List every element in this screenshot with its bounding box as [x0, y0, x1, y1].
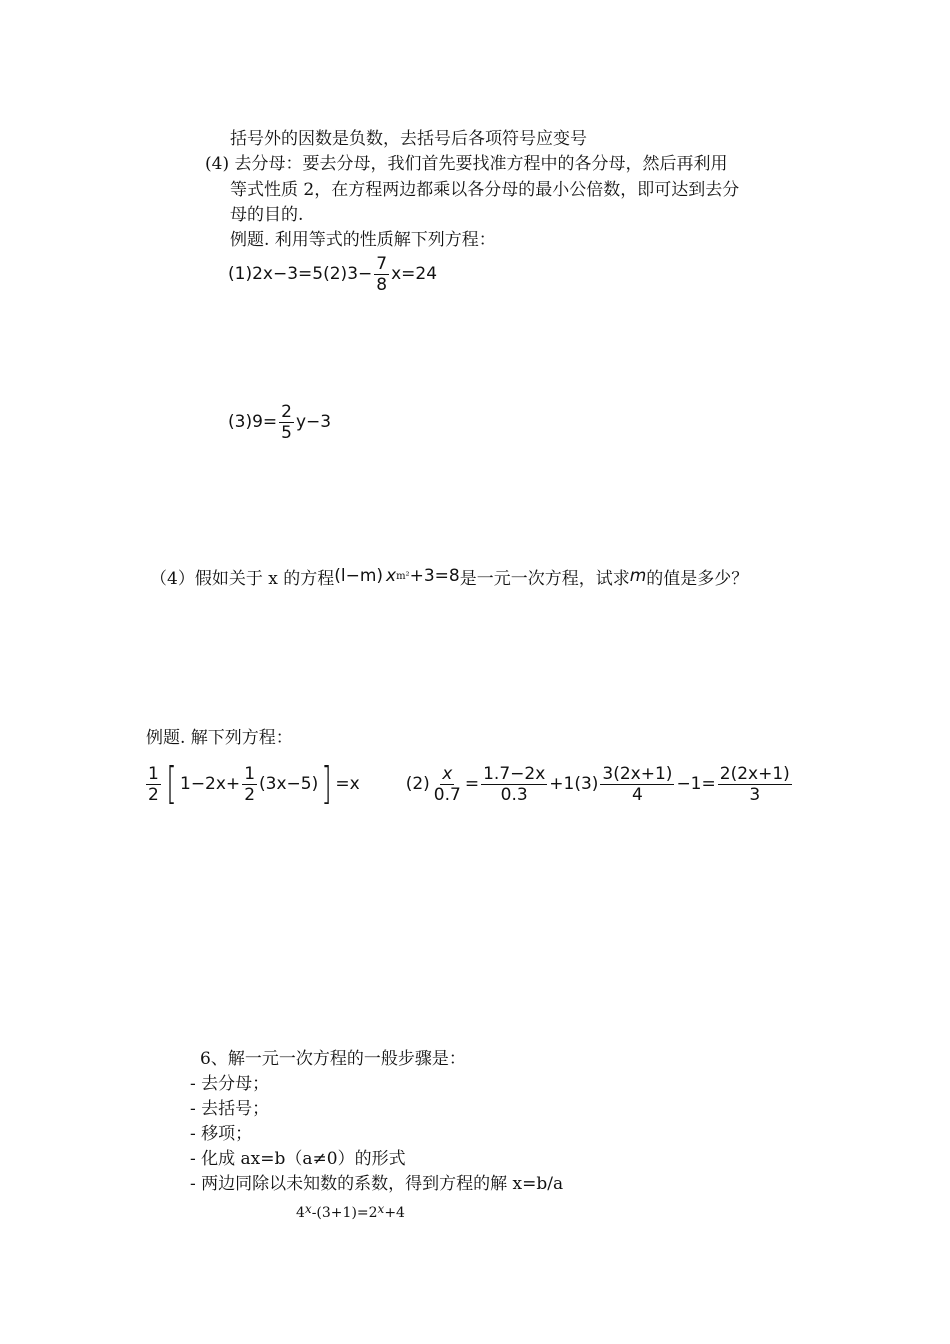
r1-denominator-2: 2 — [244, 784, 256, 805]
r2-numerator-2: 1.7−2x — [483, 763, 546, 784]
eq1-label: (1) — [228, 264, 253, 284]
q4-end: 的值是多少？ — [646, 568, 749, 589]
step-1: - 去分母； — [190, 1074, 270, 1094]
r3-denominator-2: 3 — [749, 784, 761, 805]
text-line-3: 等式性质 2，在方程两边都乘以各分母的最小公倍数，即可达到去分 — [230, 180, 740, 200]
final-a: 4 — [296, 1205, 305, 1221]
r3-denominator-1: 4 — [632, 784, 643, 805]
eq2-label: (2) — [323, 264, 348, 284]
r1-numerator-2: 1 — [244, 763, 256, 784]
r1-inner-a: 1−2x+ — [180, 774, 241, 794]
eq3-denominator: 5 — [281, 422, 292, 443]
step-5: - 两边同除以未知数的系数，得到方程的解 x=b/a — [190, 1174, 564, 1194]
r3-label: (3) — [574, 774, 599, 794]
r2-denominator-1: 0.7 — [433, 784, 461, 805]
right-bracket: ] — [321, 758, 332, 809]
r2-fraction-1 — [432, 765, 463, 804]
r1-fraction-2 — [242, 765, 257, 804]
text-line-1: 括号外的因数是负数，去括号后各项符号应变号 — [230, 129, 587, 149]
q4-m: m — [629, 566, 647, 586]
eq1: 2x−3=5 — [252, 264, 324, 284]
r1-end: =x — [335, 774, 360, 794]
r2-denominator-2: 0.3 — [500, 784, 528, 805]
eq2-fraction — [374, 255, 389, 294]
eq3-part-b: y−3 — [295, 412, 332, 432]
eq2-denominator: 8 — [376, 274, 388, 295]
r3-numerator-2: 2(2x+1) — [719, 763, 790, 784]
final-x1: x — [304, 1202, 312, 1216]
r3-numerator-1: 3(2x+1) — [602, 763, 673, 784]
r2-equals: = — [464, 774, 480, 794]
example-heading-1: 例题. 利用等式的性质解下列方程： — [230, 230, 496, 250]
r2-end: +1 — [549, 774, 575, 794]
example-heading-2: 例题. 解下列方程： — [146, 728, 293, 748]
step-3: - 移项； — [190, 1124, 253, 1144]
question-4 — [150, 562, 748, 590]
equation-1-2 — [228, 252, 437, 296]
q4-mid: 是一元一次方程，试求 — [459, 568, 630, 589]
q4-exponent: m² — [396, 570, 410, 582]
q4-variable: x — [386, 566, 397, 586]
r3-fraction-1 — [600, 765, 674, 804]
q4-prefix: （4）假如关于 x 的方程 — [150, 568, 335, 589]
r1-inner-b: (3x−5) — [259, 774, 319, 794]
eq3-fraction — [279, 403, 294, 442]
eq3-label: (3) — [228, 412, 253, 432]
r2-label: (2) — [405, 774, 430, 794]
r3-mid: −1= — [676, 774, 716, 794]
r1-fraction-1 — [146, 765, 161, 804]
r1-denominator-1: 2 — [148, 784, 159, 805]
eq2-part-b: x=24 — [391, 264, 438, 284]
r1-numerator-1: 1 — [148, 763, 159, 784]
final-x2: x — [377, 1202, 385, 1216]
eq3-part-a: 9= — [252, 412, 278, 432]
equation-row — [144, 758, 794, 810]
final-equation — [296, 1198, 405, 1224]
q4-factor: (l−m) — [334, 566, 384, 586]
eq2-numerator: 7 — [376, 253, 388, 274]
final-c: +4 — [384, 1205, 405, 1221]
final-b: -(3+1)=2 — [311, 1205, 378, 1221]
text-line-4: 母的目的. — [230, 205, 304, 225]
section-6-heading: 6、解一元一次方程的一般步骤是： — [200, 1049, 466, 1069]
left-bracket: [ — [166, 758, 177, 809]
text-line-2: (4) 去分母：要去分母，我们首先要找准方程中的各分母，然后再利用 — [205, 154, 728, 174]
r2-numerator-1: x — [442, 763, 453, 784]
r2-fraction-2 — [481, 765, 547, 804]
eq3-numerator: 2 — [281, 401, 292, 422]
equation-3 — [228, 400, 331, 444]
r3-fraction-2 — [718, 765, 792, 804]
eq2-part-a: 3− — [347, 264, 373, 284]
q4-rest: +3=8 — [409, 566, 460, 586]
step-4: - 化成 ax=b（a≠0）的形式 — [190, 1149, 406, 1169]
step-2: - 去括号； — [190, 1099, 270, 1119]
